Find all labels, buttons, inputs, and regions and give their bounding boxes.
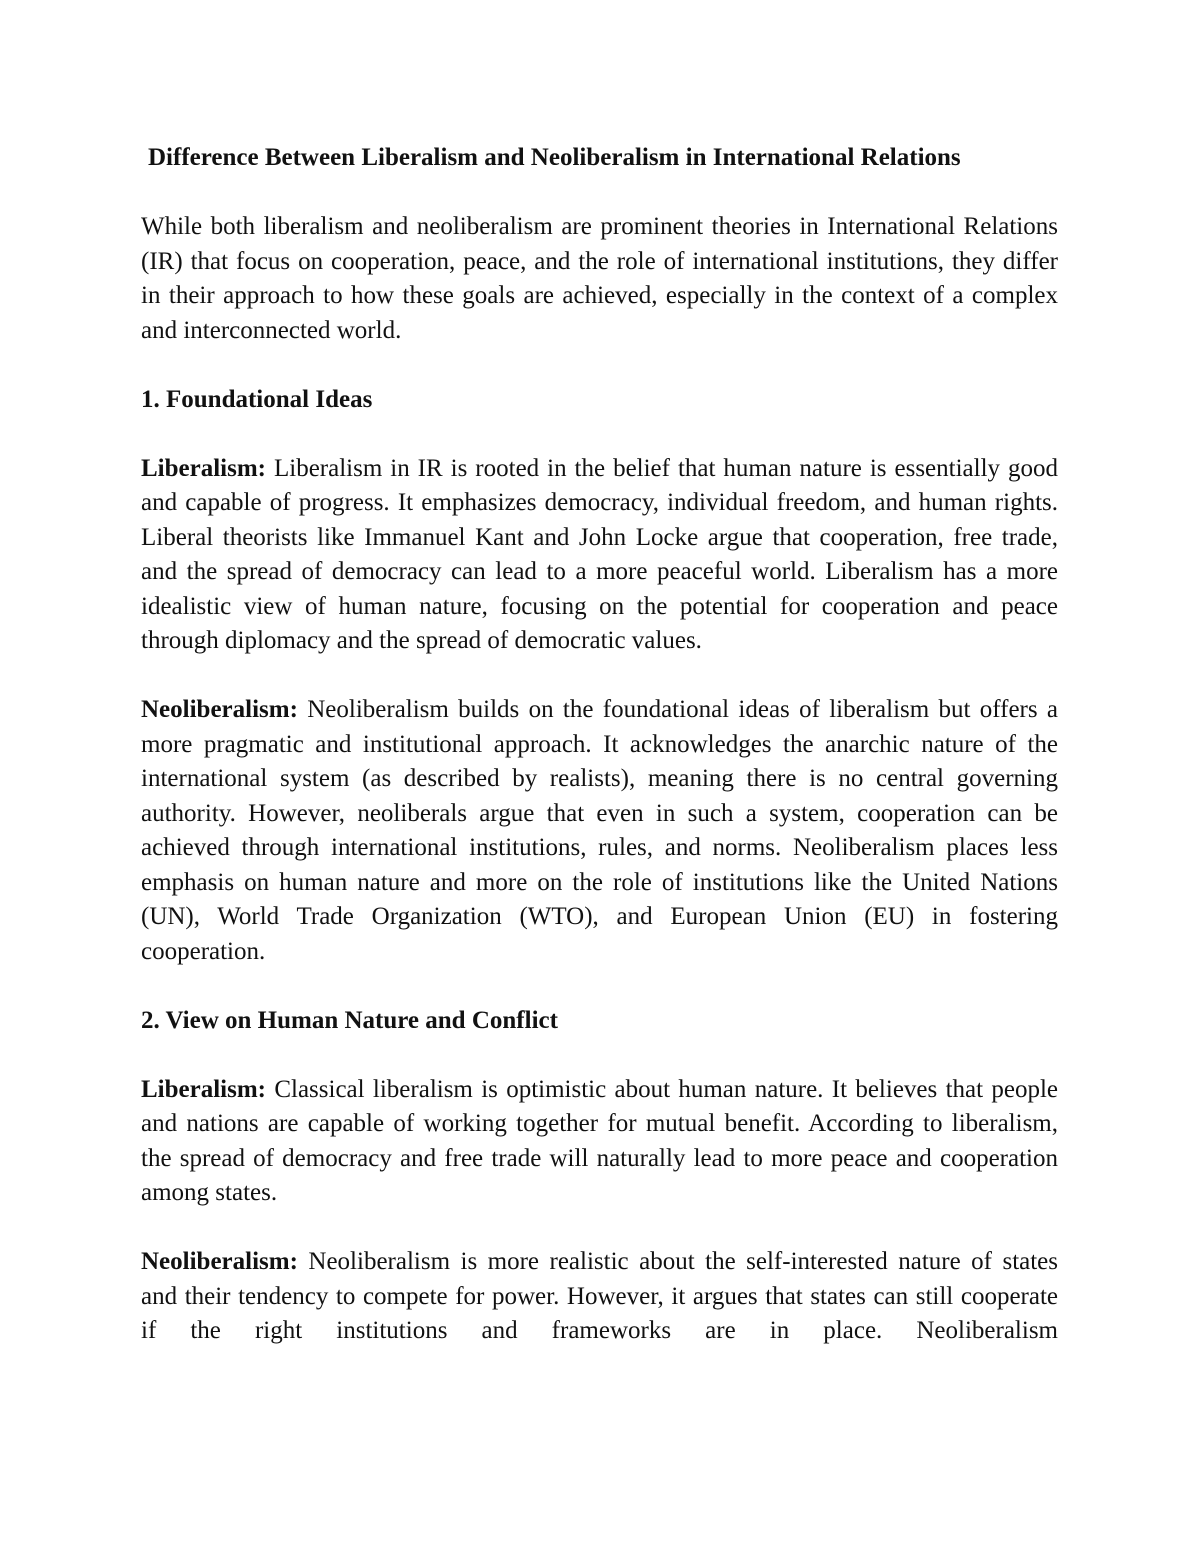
intro-paragraph: While both liberalism and neoliberalism are prominent theories in International Relations (IR) that focus on cooperation, peace, and the role of international institutions, they differ in their approach to how these goals are achieved, especially in the context of a complex and interconnected world. <box>141 213 1058 344</box>
term-label: Liberalism: <box>141 1075 266 1103</box>
spacer <box>141 176 1058 211</box>
spacer <box>141 969 1058 1004</box>
spacer <box>141 1038 1058 1073</box>
spacer <box>141 348 1058 383</box>
document-body <box>141 141 1058 1349</box>
paragraph-text: Classical liberalism is optimistic about human nature. It believes that people and nations are capable of working together for mutual benefit. According to liberalism, the spread of democracy and free trade will naturally lead to more peace and cooperation among states. <box>141 1075 1059 1206</box>
neoliberalism-paragraph <box>141 1245 1058 1349</box>
document-title: Difference Between Liberalism and Neoliberalism in International Relations <box>148 144 961 171</box>
paragraph-text: Neoliberalism builds on the foundational ideas of liberalism but offers a more pragmatic and institutional approach. It acknowledges the anarchic nature of the international system (as described by realists), meaning there is no central governing authority. However, neoliberals argue that even in such a system, cooperation can be achieved through international institutions, rules, and norms. Neoliberalism places less emphasis on human nature and more on the role of institutions like the United Nations (UN), World Trade Organization (WTO), and European Union (EU) in fostering cooperation. <box>141 696 1059 965</box>
term-label: Liberalism: <box>141 454 266 482</box>
spacer <box>141 417 1058 452</box>
term-label: Neoliberalism: <box>141 1248 298 1275</box>
term-label: Neoliberalism: <box>141 696 298 723</box>
spacer <box>141 1211 1058 1246</box>
section-heading: 2. View on Human Nature and Conflict <box>141 1006 558 1034</box>
paragraph-text: Neoliberalism is more realistic about the self-interested nature of states and their tendency to compete for power. However, it argues that states can still cooperate if the right institutions and frameworks are in place. Neoliberalism <box>141 1248 1059 1344</box>
liberalism-paragraph <box>141 1073 1058 1211</box>
spacer <box>141 659 1058 694</box>
section-heading: 1. Foundational Ideas <box>141 385 373 413</box>
liberalism-paragraph <box>141 452 1058 659</box>
neoliberalism-paragraph <box>141 693 1058 969</box>
paragraph-text: Liberalism in IR is rooted in the belief that human nature is essentially good and capable of progress. It emphasizes democracy, individual freedom, and human rights. Liberal theorists like Immanuel Kant and John Locke argue that cooperation, free trade, and the spread of democracy can lead to a more peaceful world. Liberalism has a more idealistic view of human nature, focusing on the potential for cooperation and peace through diplomacy and the spread of democratic values. <box>141 454 1059 654</box>
